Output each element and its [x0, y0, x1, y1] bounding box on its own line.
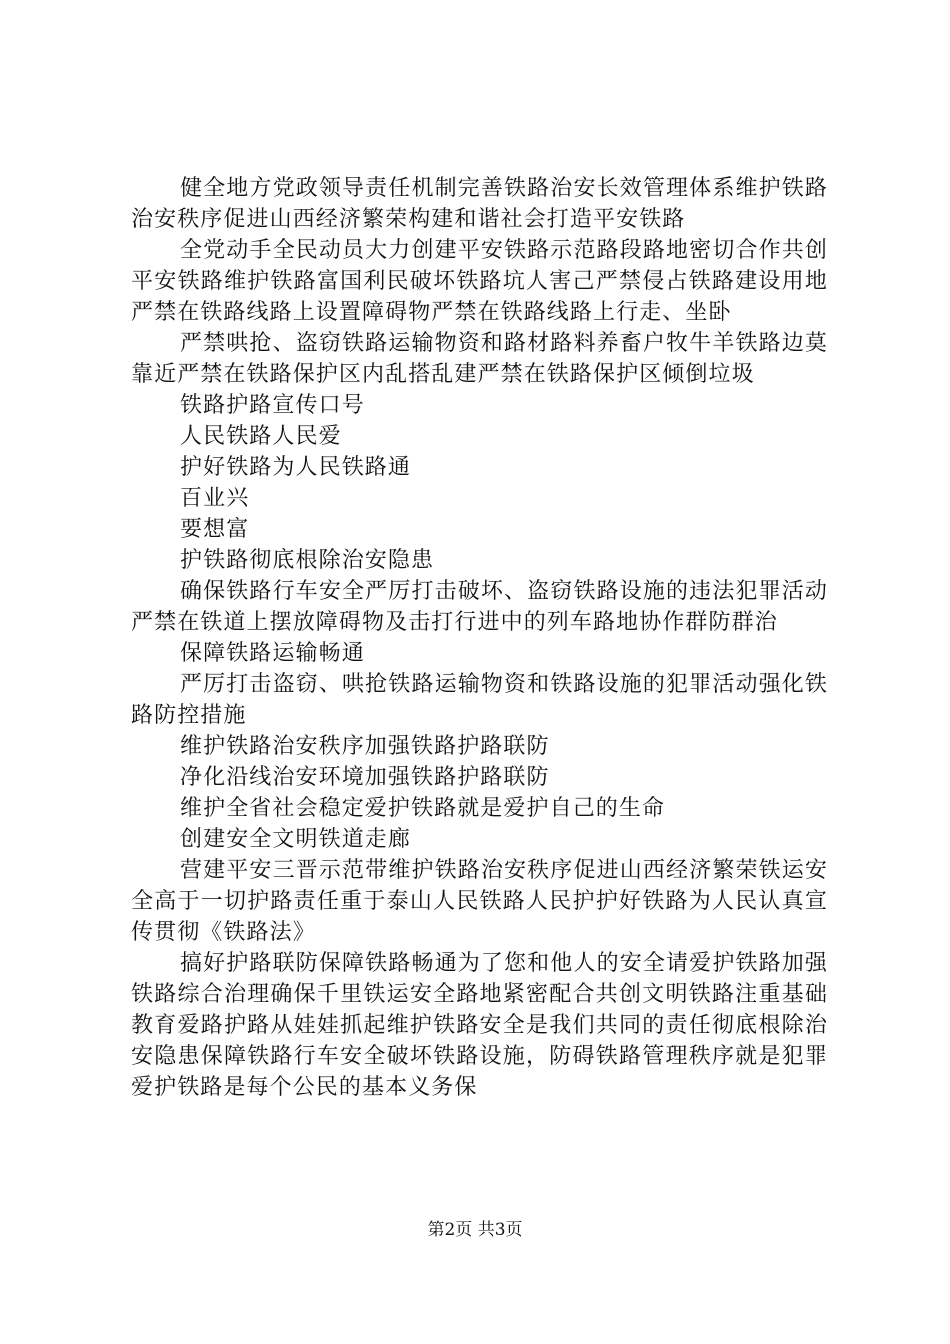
slogan-line: 保障铁路运输畅通: [180, 641, 365, 666]
paragraph: 严厉打击盗窃、哄抢铁路运输物资和铁路设施的犯罪活动强化铁路防控措施: [131, 672, 828, 728]
paragraph: 营建平安三晋示范带维护铁路治安秩序促进山西经济繁荣铁运安全高于一切护路责任重于泰山人民铁路人民护护好铁路为人民认真宣传贯彻《铁路法》: [131, 858, 828, 945]
slogan-line: 净化沿线治安环境加强铁路护路联防: [180, 765, 550, 790]
paragraph: 确保铁路行车安全严厉打击破坏、盗窃铁路设施的违法犯罪活动严禁在铁道上摆放障碍物及击打行进中的列车路地协作群防群治: [131, 579, 828, 635]
document-body: [131, 173, 828, 1103]
paragraph: 健全地方党政领导责任机制完善铁路治安长效管理体系维护铁路治安秩序促进山西经济繁荣构建和谐社会打造平安铁路: [131, 176, 828, 232]
slogan-line: 护铁路彻底根除治安隐患: [180, 548, 435, 573]
slogan-line: 维护铁路治安秩序加强铁路护路联防: [180, 734, 550, 759]
slogan-line: 创建安全文明铁道走廊: [180, 827, 412, 852]
slogan-line: 护好铁路为人民铁路通: [180, 455, 412, 480]
paragraph: 全党动手全民动员大力创建平安铁路示范路段路地密切合作共创平安铁路维护铁路富国利民破坏铁路坑人害己严禁侵占铁路建设用地严禁在铁路线路上设置障碍物严禁在铁路线路上行走、坐卧: [131, 238, 828, 325]
slogan-line: 要想富: [180, 517, 250, 542]
section-heading: 铁路护路宣传口号: [180, 393, 365, 418]
paragraph: 严禁哄抢、盗窃铁路运输物资和路材路料养畜户牧牛羊铁路边莫靠近严禁在铁路保护区内乱搭乱建严禁在铁路保护区倾倒垃圾: [131, 331, 828, 387]
slogan-line: 维护全省社会稳定爱护铁路就是爱护自己的生命: [180, 796, 666, 821]
slogan-line: 人民铁路人民爱: [180, 424, 342, 449]
page-footer: [0, 1215, 950, 1240]
page-indicator: 第2页 共3页: [427, 1220, 523, 1240]
paragraph: 搞好护路联防保障铁路畅通为了您和他人的安全请爱护铁路加强铁路综合治理确保千里铁运安全路地紧密配合共创文明铁路注重基础教育爱路护路从娃娃抓起维护铁路安全是我们共同的责任彻底根除治安隐患保障铁路行车安全破坏铁路设施，防碍铁路管理秩序就是犯罪爱护铁路是每个公民的基本义务保: [131, 951, 828, 1100]
slogan-line: 百业兴: [180, 486, 250, 511]
